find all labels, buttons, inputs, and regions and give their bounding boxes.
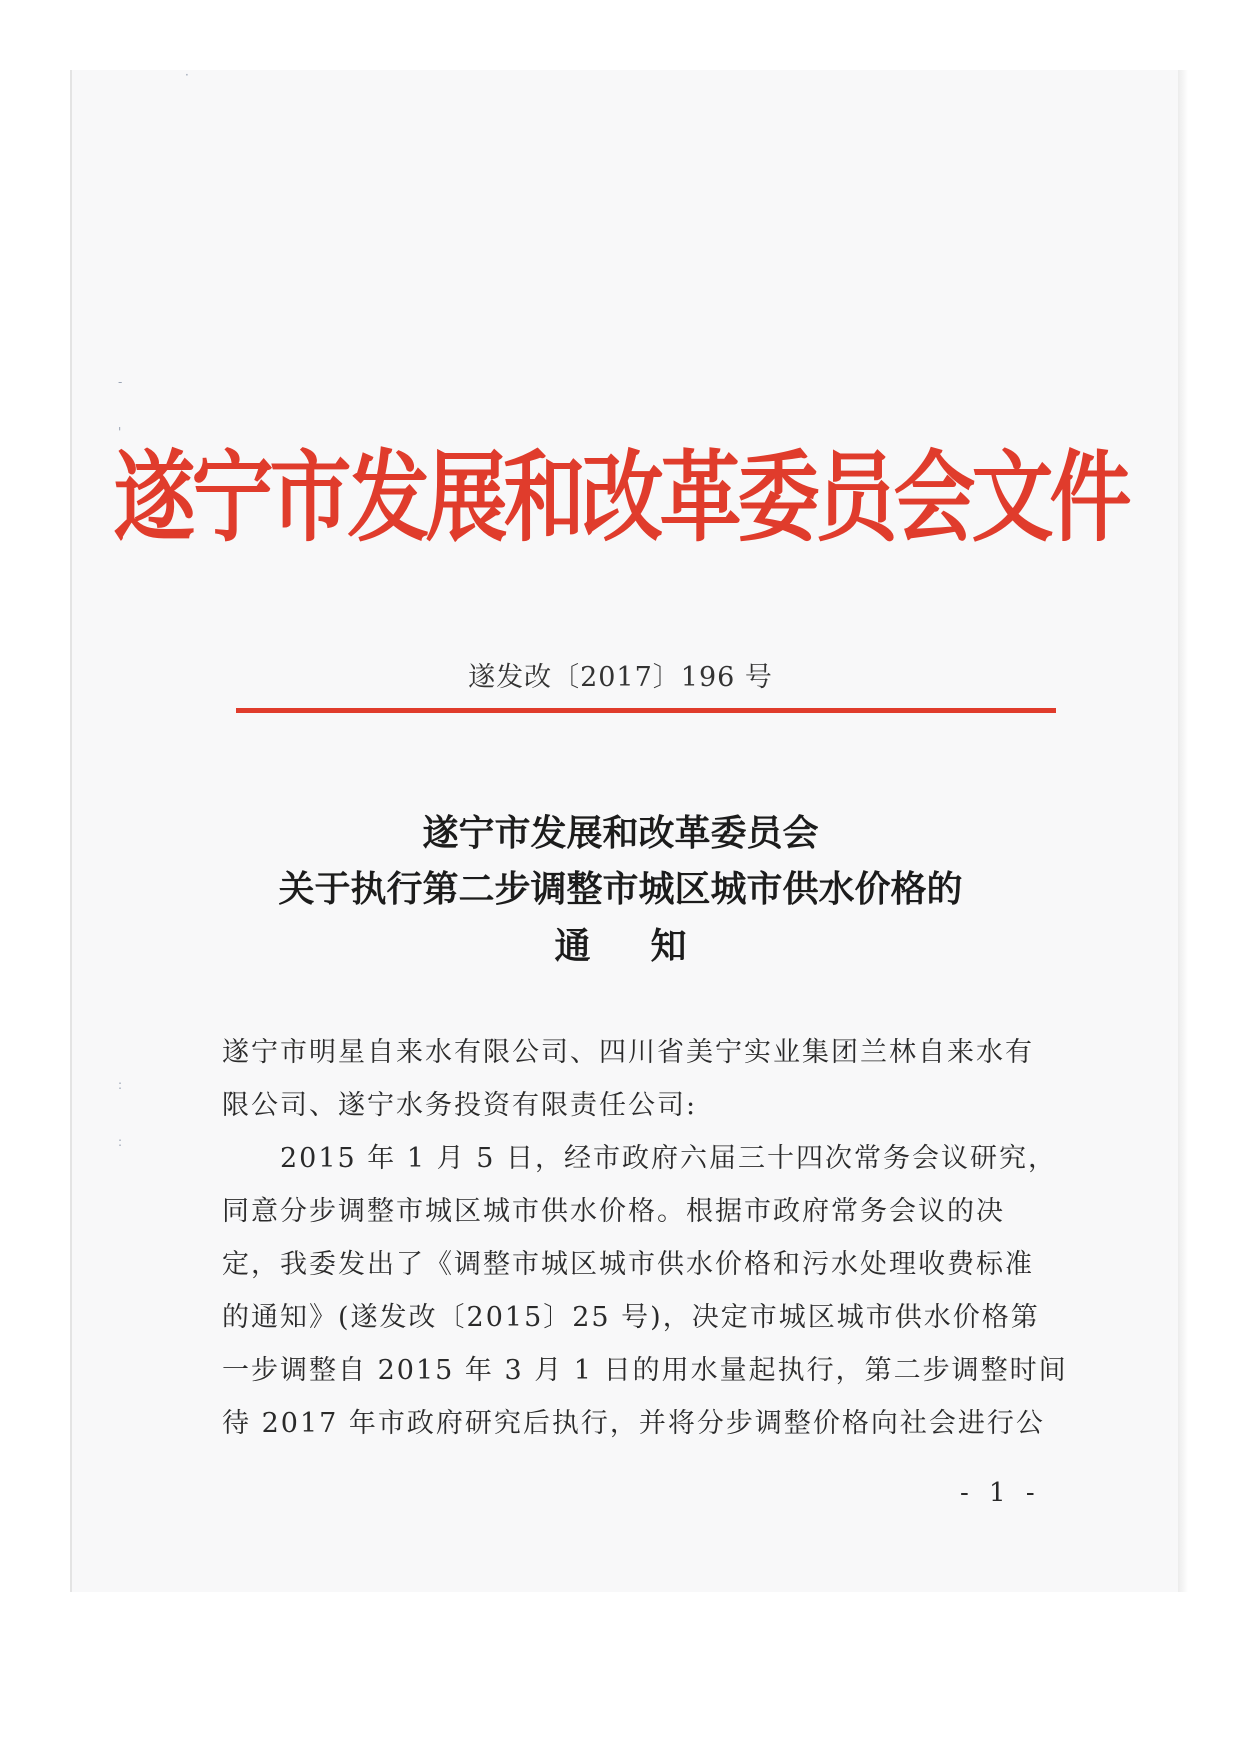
body-line: 2015 年 1 月 5 日，经市政府六届三十四次常务会议研究， bbox=[222, 1143, 1057, 1174]
body-line: 的通知》(遂发改〔2015〕25 号)，决定市城区城市供水价格第 bbox=[222, 1302, 1040, 1333]
scan-speck: · bbox=[185, 68, 189, 82]
title-line-1: 遂宁市发展和改革委员会 bbox=[422, 812, 819, 854]
scan-speck: ' bbox=[118, 425, 122, 439]
body-line: 待 2017 年市政府研究后执行，并将分步调整价格向社会进行公 bbox=[222, 1408, 1045, 1439]
scan-speck: : bbox=[118, 1135, 123, 1149]
scan-speck: - bbox=[118, 375, 123, 389]
body-line: 定，我委发出了《调整市城区城市供水价格和污水处理收费标准 bbox=[222, 1249, 1034, 1280]
body-line: 遂宁市明星自来水有限公司、四川省美宁实业集团兰林自来水有 bbox=[222, 1037, 1034, 1068]
body-line: 一步调整自 2015 年 3 月 1 日的用水量起执行，第二步调整时间 bbox=[222, 1355, 1068, 1386]
red-divider-rule bbox=[236, 708, 1056, 713]
document-number: 遂发改〔2017〕196 号 bbox=[468, 662, 773, 693]
page-number: - 1 - bbox=[960, 1478, 1041, 1508]
title-line-2: 关于执行第二步调整市城区城市供水价格的 bbox=[278, 868, 963, 910]
scan-speck: : bbox=[118, 1078, 123, 1092]
title-line-3: 通知 bbox=[554, 925, 747, 967]
document-masthead: 遂宁市发展和改革委员会文件 bbox=[113, 441, 1128, 556]
body-line: 限公司、遂宁水务投资有限责任公司: bbox=[222, 1090, 698, 1121]
body-line: 同意分步调整市城区城市供水价格。根据市政府常务会议的决 bbox=[222, 1196, 1005, 1227]
